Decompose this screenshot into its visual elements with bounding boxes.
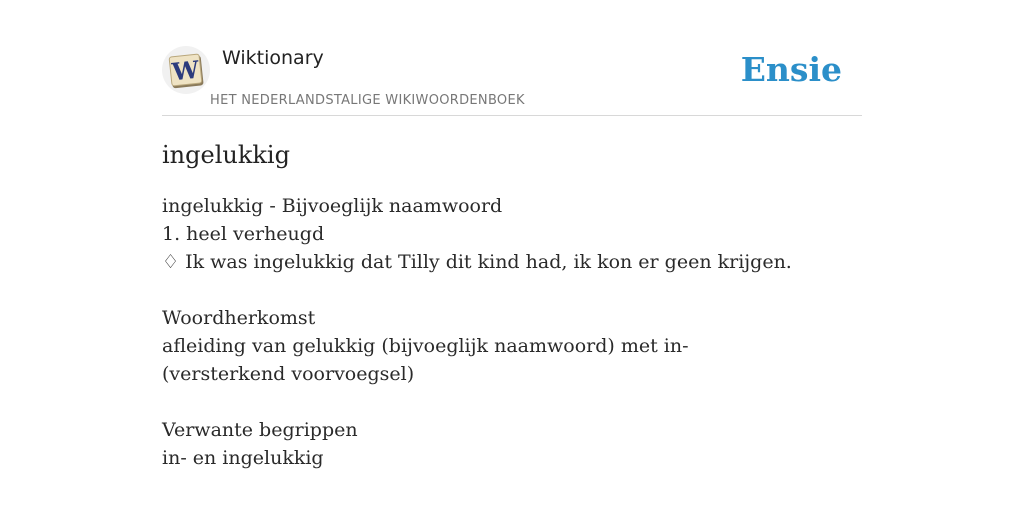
page-container xyxy=(162,0,862,512)
logo-letter: W xyxy=(170,54,201,87)
related-text: in- en ingelukkig xyxy=(162,447,324,469)
etymology-text: afleiding van gelukkig (bijvoeglijk naamwoord) met in- (versterkend voorvoegsel) xyxy=(162,335,689,385)
wiktionary-logo[interactable] xyxy=(162,46,210,94)
etymology-heading: Woordherkomst xyxy=(162,307,316,329)
spacer xyxy=(162,276,782,304)
spacer xyxy=(162,388,782,416)
word-class-line: ingelukkig - Bijvoeglijk naamwoord xyxy=(162,195,503,217)
page-header xyxy=(162,0,862,116)
entry-body xyxy=(162,192,792,472)
ensie-brand-link[interactable]: Ensie xyxy=(740,50,842,89)
example-line: ♢ Ik was ingelukkig dat Tilly dit kind had, ik kon er geen krijgen. xyxy=(162,251,792,273)
related-heading: Verwante begrippen xyxy=(162,419,358,441)
site-title[interactable]: Wiktionary xyxy=(222,47,324,69)
entry-title: ingelukkig xyxy=(162,141,290,169)
definition-line: 1. heel verheugd xyxy=(162,223,325,245)
site-subtitle: HET NEDERLANDSTALIGE WIKIWOORDENBOEK xyxy=(210,93,525,108)
logo-tile-icon xyxy=(169,53,203,86)
